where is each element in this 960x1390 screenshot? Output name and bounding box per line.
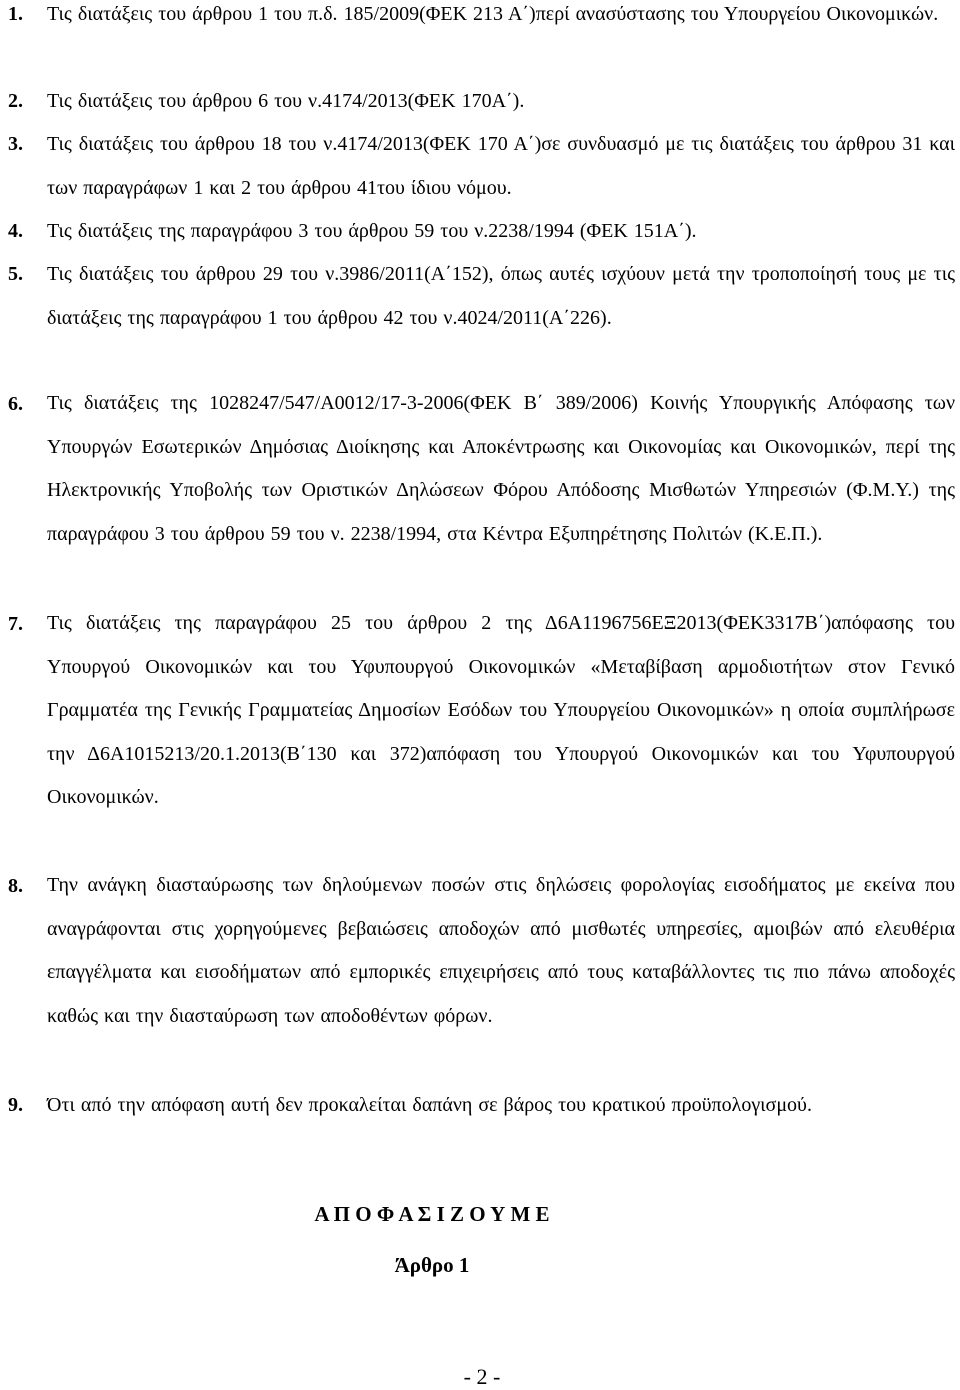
item-number: 9.: [8, 1094, 23, 1116]
list-item-5: [0, 252, 955, 340]
list-item-4: [0, 209, 955, 253]
list-item-3: [0, 122, 955, 210]
item-number: 6.: [8, 393, 23, 415]
item-number: 5.: [8, 263, 23, 285]
list-item-2: [0, 79, 955, 123]
item-text: Τις διατάξεις της παραγράφου 3 του άρθρου 59 του ν.2238/1994 (ΦΕΚ 151Α΄).: [47, 220, 697, 242]
list-item-9: [0, 1083, 955, 1127]
item-text: Τις διατάξεις της παραγράφου 25 του άρθρου 2 της Δ6Α1196756ΕΞ2013(ΦΕΚ3317Β΄)απόφασης του Υπουργού Οικονομικών και του Υφυπουργού Οικονομικών «Μεταβίβαση αρμοδιοτήτων στον Γενικό Γραμματέα της Γενικής Γραμματείας Δημοσίων Εσόδων του Υπουργείου Οικονομικών» η οποία συμπλήρωσε την Δ6Α1015213/20.1.2013(Β΄130 και 372)απόφαση του Υπουργού Οικονομικών και του Υφυπουργού Οικονομικών.: [47, 612, 955, 808]
item-text: Ότι από την απόφαση αυτή δεν προκαλείται δαπάνη σε βάρος του κρατικού προϋπολογισμού.: [47, 1094, 812, 1116]
item-number: 1.: [8, 3, 23, 25]
item-number: 4.: [8, 220, 23, 242]
list-item-1: [0, 0, 955, 36]
item-text: Την ανάγκη διασταύρωσης των δηλούμενων ποσών στις δηλώσεις φορολογίας εισοδήματος με εκείνα που αναγράφονται στις χορηγούμενες βεβαιώσεις αποδοχών από μισθωτές υπηρεσίες, αμοιβών από ελευθέρια επαγγέλματα και εισοδήματων από εμπορικές επιχειρήσεις από τους καταβάλλοντες τις πιο πάνω αποδοχές καθώς και την διασταύρωση των αποδοθέντων φόρων.: [47, 874, 955, 1027]
item-number: 7.: [8, 613, 23, 635]
item-text: Τις διατάξεις του άρθρου 29 του ν.3986/2011(Α΄152), όπως αυτές ισχύουν μετά την τροποποίησή τους με τις διατάξεις της παραγράφου 1 του άρθρου 42 του ν.4024/2011(Α΄226).: [47, 263, 955, 329]
item-text: Τις διατάξεις του άρθρου 1 του π.δ. 185/2009(ΦΕΚ 213 Α΄)περί ανασύστασης του Υπουργείου Οικονομικών.: [47, 3, 939, 25]
decision-heading: Α Π Ο Φ Α Σ Ι Ζ Ο Υ Μ Ε: [314, 1202, 550, 1226]
item-text: Τις διατάξεις του άρθρου 6 του ν.4174/2013(ΦΕΚ 170Α΄).: [47, 90, 525, 112]
list-item-6: [0, 382, 955, 556]
page-number: - 2 -: [463, 1364, 501, 1389]
item-number: 2.: [8, 90, 23, 112]
article-heading: Άρθρο 1: [394, 1253, 470, 1277]
list-item-8: [0, 864, 955, 1038]
item-text: Τις διατάξεις της 1028247/547/Α0012/17-3-2006(ΦΕΚ Β΄ 389/2006) Κοινής Υπουργικής Απόφασης των Υπουργών Εσωτερικών Δημόσιας Διοίκησης και Αποκέντρωσης και Οικονομίας και Οικονομικών, περί της Ηλεκτρονικής Υποβολής των Οριστικών Δηλώσεων Φόρου Απόδοσης Μισθωτών Υπηρεσιών (Φ.Μ.Υ.) της παραγράφου 3 του άρθρου 59 του ν. 2238/1994, στα Κέντρα Εξυπηρέτησης Πολιτών (Κ.Ε.Π.).: [47, 392, 955, 545]
item-number: 8.: [8, 875, 23, 897]
item-number: 3.: [8, 133, 23, 155]
item-text: Τις διατάξεις του άρθρου 18 του ν.4174/2013(ΦΕΚ 170 Α΄)σε συνδυασμό με τις διατάξεις του άρθρου 31 και των παραγράφων 1 και 2 του άρθρου 41του ίδιου νόμου.: [47, 133, 955, 199]
list-item-7: [0, 602, 955, 820]
